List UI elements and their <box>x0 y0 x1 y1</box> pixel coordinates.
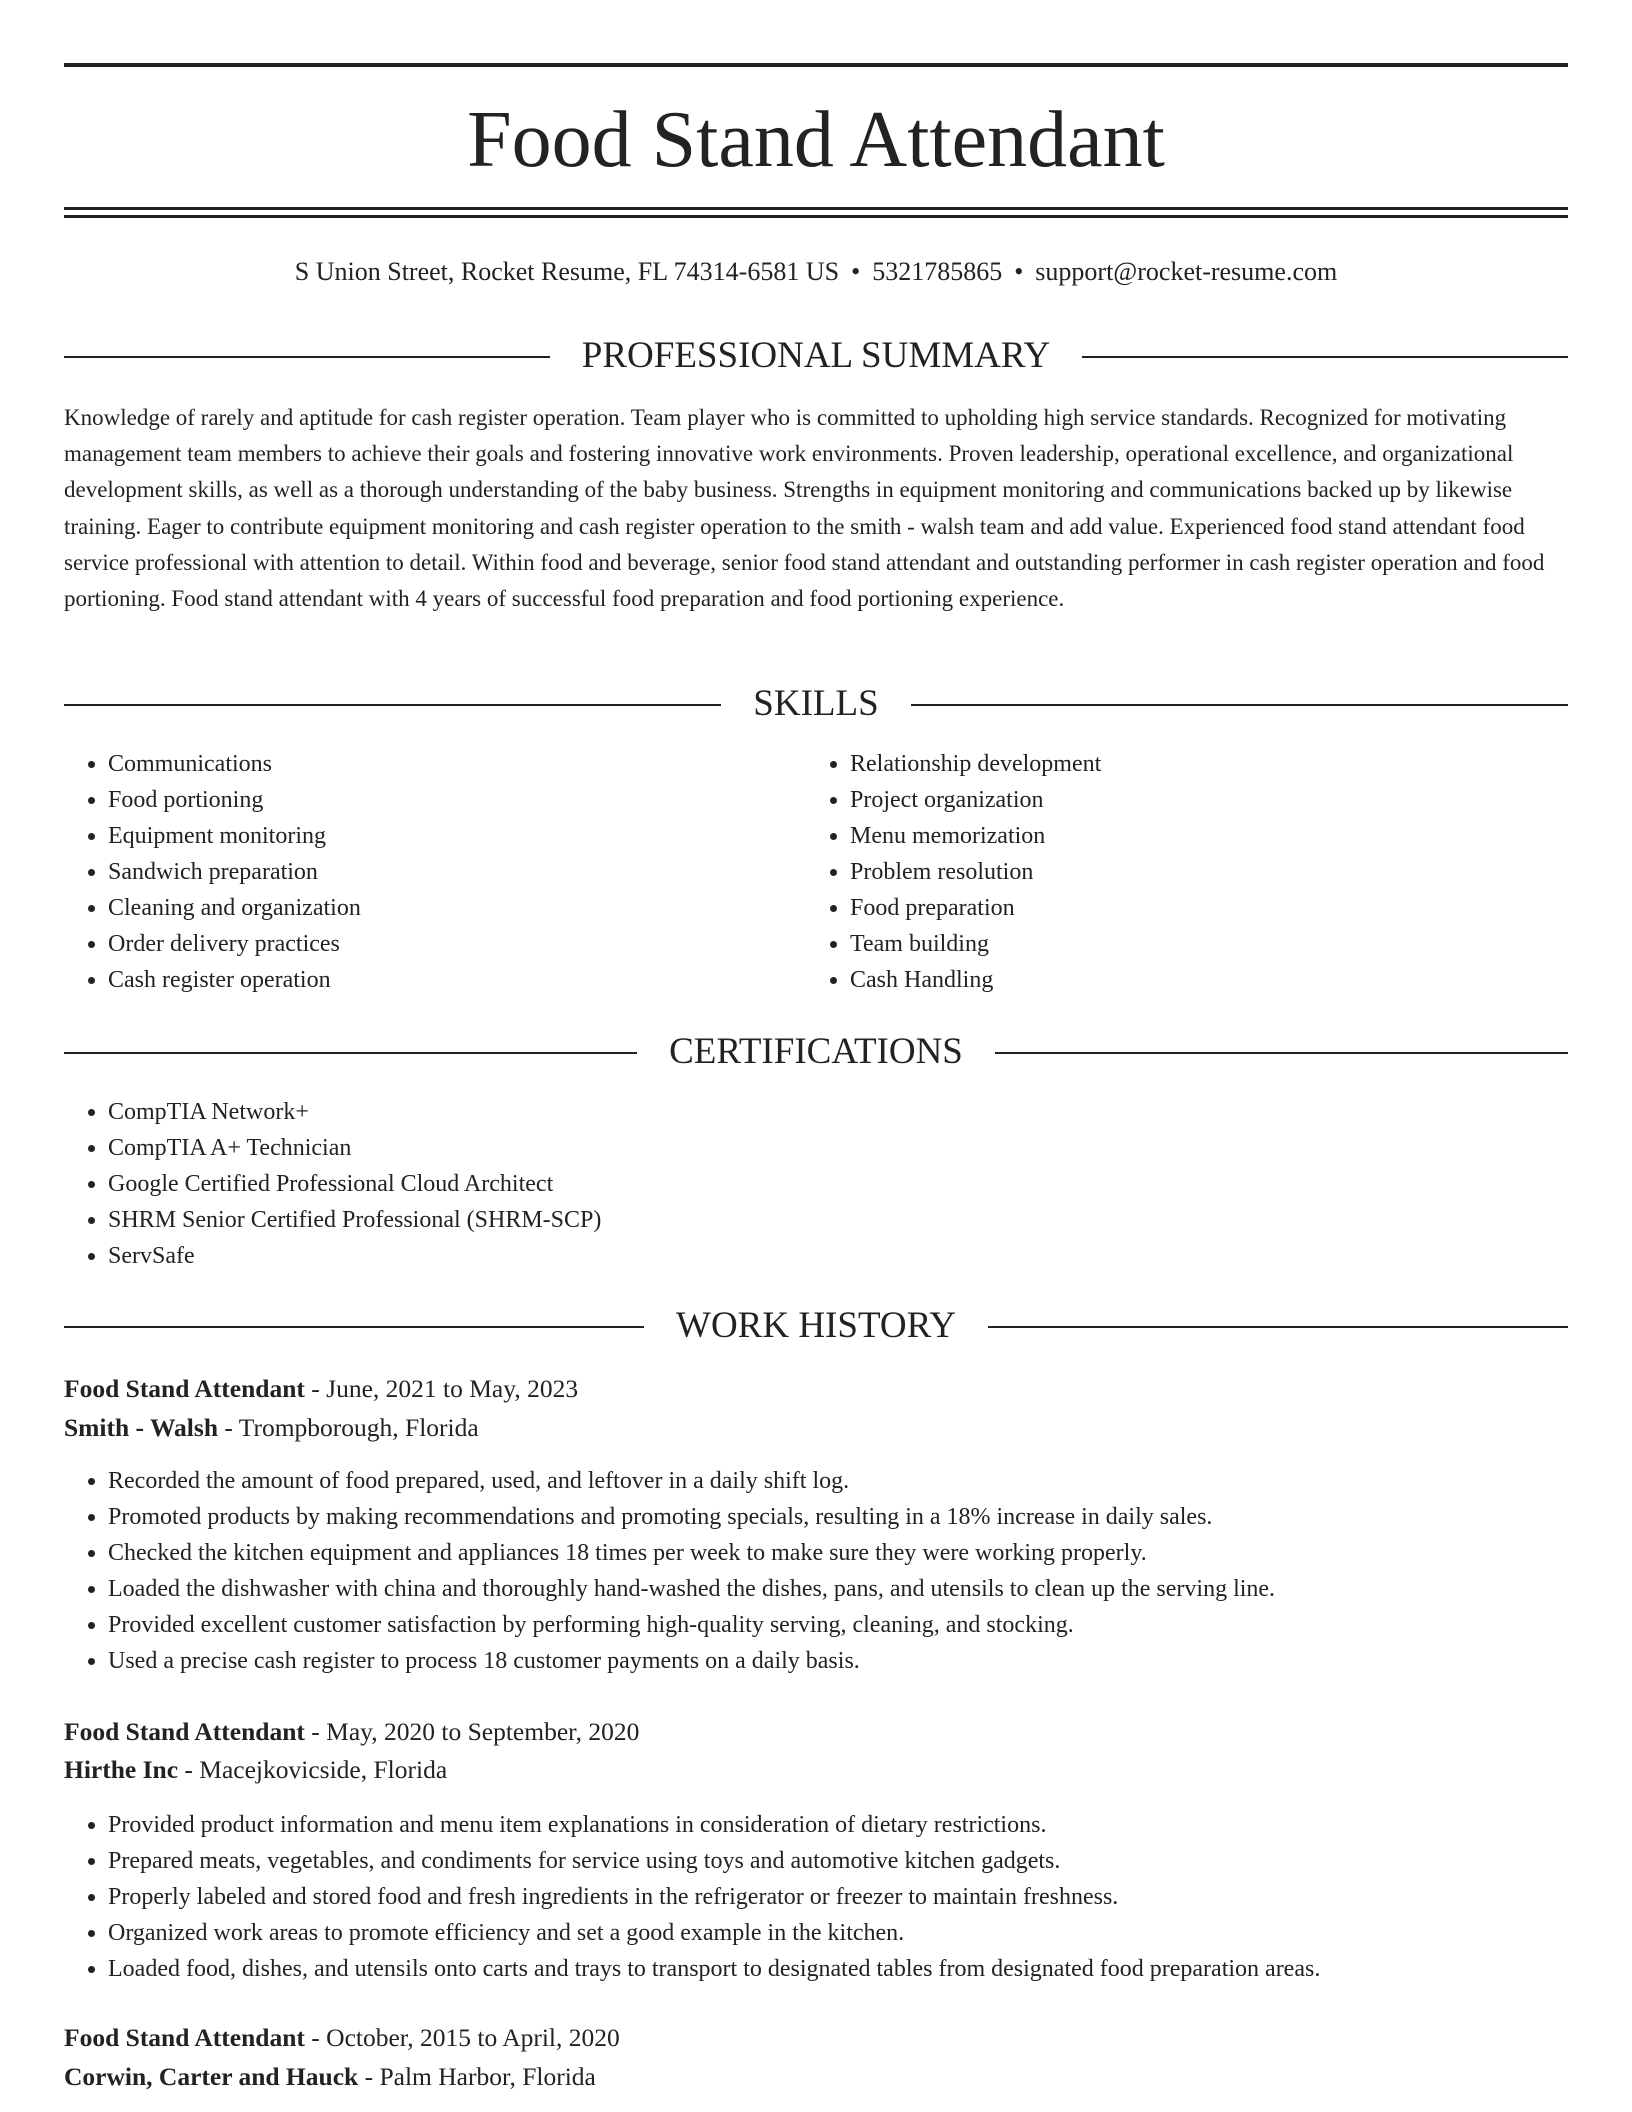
skill-item: • Project organization <box>850 782 1550 818</box>
skill-item: • Cash Handling <box>850 962 1550 998</box>
skill-item: • Order delivery practices <box>108 926 808 962</box>
contact-phone: 5321785865 <box>872 257 1003 286</box>
job-location: Palm Harbor, Florida <box>379 2062 596 2091</box>
skill-item: • Relationship development <box>850 746 1550 782</box>
job-bullet: • Organized work areas to promote efficiency and set a good example in the kitchen. <box>108 1915 1612 1951</box>
certifications-heading <box>64 1027 1568 1077</box>
job-location: Macejkovicside, Florida <box>199 1755 448 1784</box>
job-company-line <box>64 2058 1568 2096</box>
skill-item: • Problem resolution <box>850 854 1550 890</box>
resume-title: Food Stand Attendant <box>467 96 1165 184</box>
job-bullet: • Loaded food, dishes, and utensils onto carts and trays to transport to designated tables from designated food preparation areas. <box>108 1951 1612 1987</box>
job-title: Food Stand Attendant <box>64 1717 305 1746</box>
job-separator: - <box>304 1717 327 1746</box>
job-title-line <box>64 1370 1568 1408</box>
skill-item: • Food preparation <box>850 890 1550 926</box>
summary-text: Knowledge of rarely and aptitude for cash register operation. Team player who is committed to upholding high service standards. Recognized for motivating management team members to achieve their goals and fostering innovative work environments. Proven leadership, operational excellence, and organizational development skills, as well as a thorough understanding of the baby business. Strengths in equipment monitoring and communications backed up by likewise training. Eager to contribute equipment monitoring and cash register operation to the smith - walsh team and add value. Experienced food stand attendant food service professional with attention to detail. Within food and beverage, senior food stand attendant and outstanding performer in cash register operation and food portioning. Food stand attendant with 4 years of successful food preparation and food portioning experience. <box>64 405 1545 612</box>
certification-item: • CompTIA Network+ <box>108 1094 1508 1130</box>
job-bullet: • Used a precise cash register to process 18 customer payments on a daily basis. <box>108 1643 1612 1679</box>
job-bullet: • Prepared meats, vegetables, and condiments for service using toys and automotive kitchen gadgets. <box>108 1843 1612 1879</box>
job-company: Smith - Walsh <box>64 1413 218 1442</box>
contact-address: S Union Street, Rocket Resume, FL 74314-6581 US <box>294 257 840 286</box>
job-title: Food Stand Attendant <box>64 1374 305 1403</box>
job-bullet: • Provided product information and menu item explanations in consideration of dietary restrictions. <box>108 1807 1612 1843</box>
job-company-line <box>64 1751 1568 1789</box>
job-location: Trompborough, Florida <box>238 1413 479 1442</box>
job-dates: June, 2021 to May, 2023 <box>326 1374 579 1403</box>
job-separator: - <box>218 1413 239 1442</box>
summary-heading <box>64 331 1568 381</box>
skill-item: • Equipment monitoring <box>108 818 808 854</box>
skills-heading <box>64 679 1568 729</box>
job-separator: - <box>358 2062 380 2091</box>
skill-item: • Food portioning <box>108 782 808 818</box>
certification-item: • Google Certified Professional Cloud Architect <box>108 1166 1508 1202</box>
job-dates: May, 2020 to September, 2020 <box>326 1717 640 1746</box>
header-bottom-rule-2 <box>64 215 1568 218</box>
skill-item: • Menu memorization <box>850 818 1550 854</box>
job-company-line <box>64 1409 1568 1447</box>
job-bullet: • Properly labeled and stored food and fresh ingredients in the refrigerator or freezer to maintain freshness. <box>108 1879 1612 1915</box>
job-title-line <box>64 2019 1568 2057</box>
job-bullet: • Provided excellent customer satisfaction by performing high-quality serving, cleaning, and stocking. <box>108 1607 1612 1643</box>
section-title: WORK HISTORY <box>644 1305 988 1346</box>
certification-item: • CompTIA A+ Technician <box>108 1130 1508 1166</box>
job-bullet: • Recorded the amount of food prepared, used, and leftover in a daily shift log. <box>108 1463 1612 1499</box>
job-separator: - <box>304 1374 327 1403</box>
skills-list-left <box>64 746 808 998</box>
contact-email: support@rocket-resume.com <box>1035 257 1338 286</box>
certification-item: • SHRM Senior Certified Professional (SHRM-SCP) <box>108 1202 1508 1238</box>
job-title-line <box>64 1713 1568 1751</box>
skill-item: • Cash register operation <box>108 962 808 998</box>
job-company: Corwin, Carter and Hauck <box>64 2062 359 2091</box>
contact-line <box>0 254 1632 290</box>
job-bullet: • Checked the kitchen equipment and appliances 18 times per week to make sure they were working properly. <box>108 1535 1612 1571</box>
work-history-heading <box>64 1301 1568 1351</box>
header-top-rule <box>64 63 1568 67</box>
job-separator: - <box>304 2023 327 2052</box>
job-bullet: • Promoted products by making recommendations and promoting specials, resulting in a 18% increase in daily sales. <box>108 1499 1612 1535</box>
section-title: PROFESSIONAL SUMMARY <box>550 335 1082 376</box>
header-bottom-rule-1 <box>64 207 1568 210</box>
section-title: CERTIFICATIONS <box>637 1031 995 1072</box>
contact-separator: • <box>851 257 861 286</box>
certifications-list <box>64 1094 1508 1274</box>
job-title: Food Stand Attendant <box>64 2023 305 2052</box>
skills-list-right <box>806 746 1550 998</box>
skill-item: • Communications <box>108 746 808 782</box>
job-bullet: • Loaded the dishwasher with china and thoroughly hand-washed the dishes, pans, and utensils to clean up the serving line. <box>108 1571 1612 1607</box>
job-dates: October, 2015 to April, 2020 <box>326 2023 620 2052</box>
skill-item: • Team building <box>850 926 1550 962</box>
job-company: Hirthe Inc <box>64 1755 179 1784</box>
job-bullets <box>64 1463 1612 1679</box>
job-bullets <box>64 1807 1612 1987</box>
skill-item: • Cleaning and organization <box>108 890 808 926</box>
skill-item: • Sandwich preparation <box>108 854 808 890</box>
job-separator: - <box>178 1755 200 1784</box>
contact-separator: • <box>1014 257 1024 286</box>
section-title: SKILLS <box>721 683 910 724</box>
certification-item: • ServSafe <box>108 1238 1508 1274</box>
